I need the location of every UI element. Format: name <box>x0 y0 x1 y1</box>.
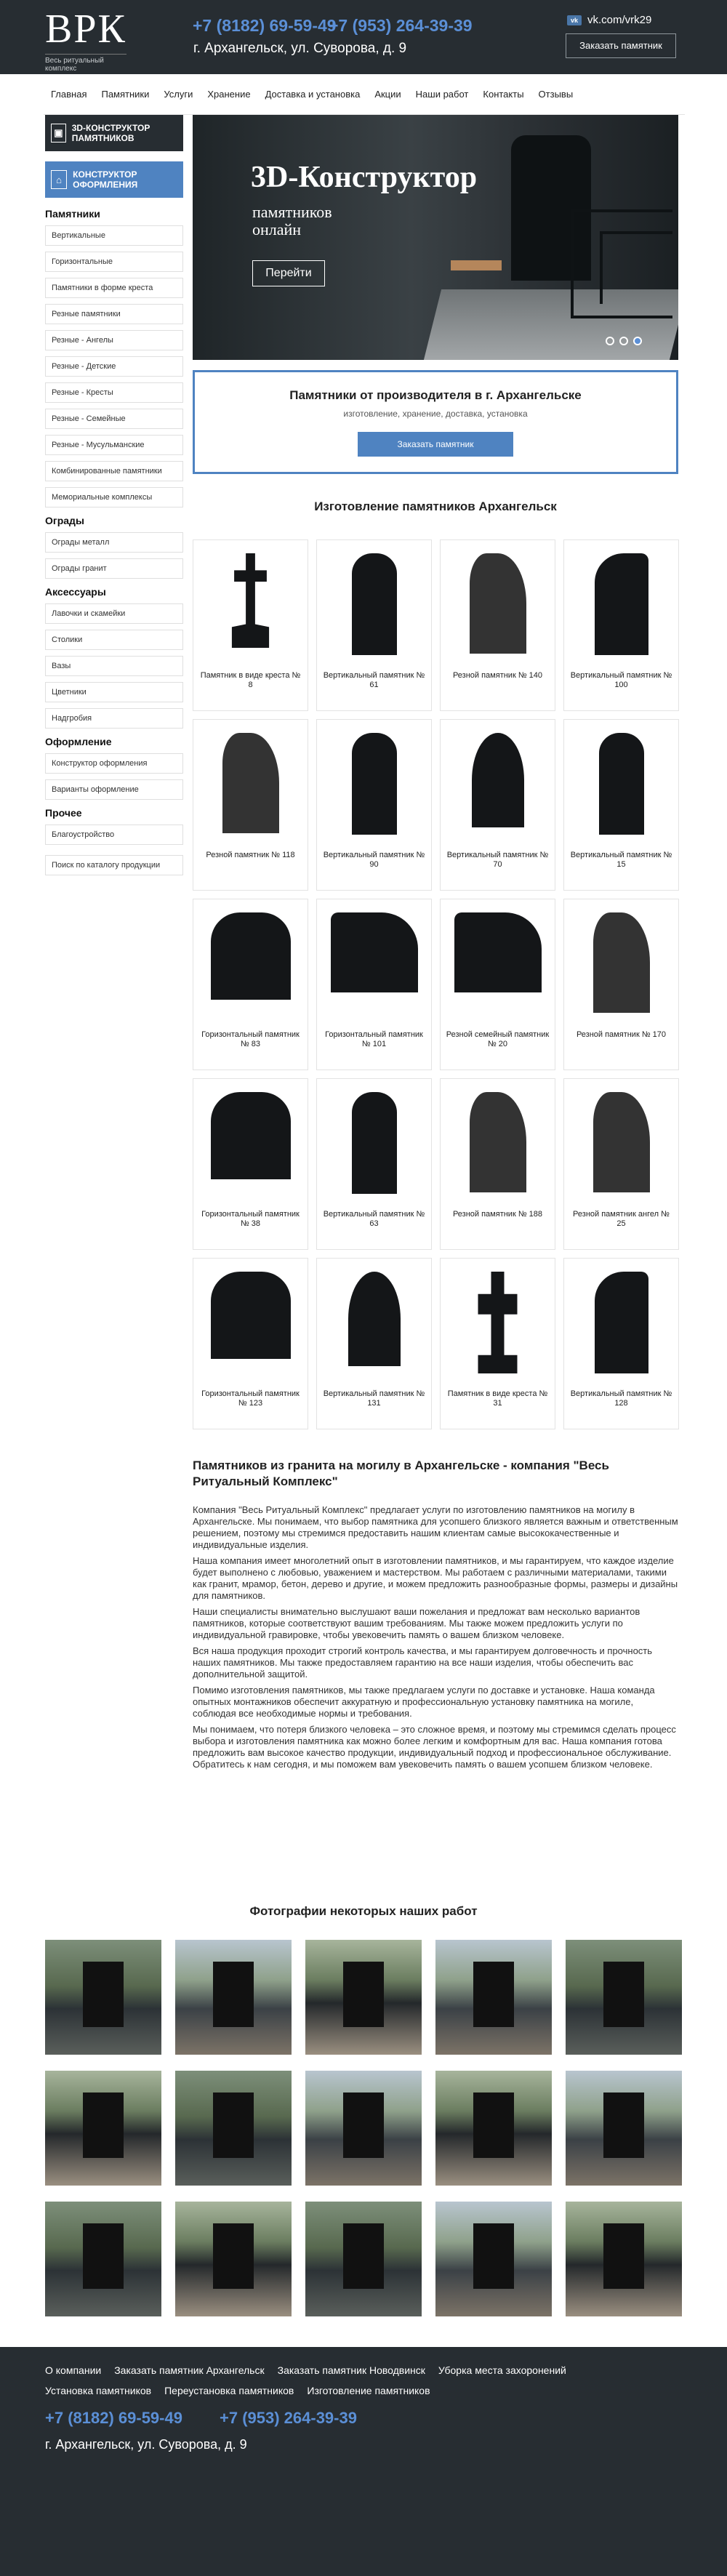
work-photo-monument <box>603 1962 644 2027</box>
design-constructor-label: КОНСТРУКТОР ОФОРМЛЕНИЯ <box>73 169 138 190</box>
footer-link-installation[interactable]: Установка памятников <box>45 2385 152 2396</box>
info-order-button[interactable]: Заказать памятник <box>358 432 513 457</box>
work-photo-monument <box>213 2093 254 2158</box>
product-name: Резной памятник № 118 <box>206 851 295 859</box>
3d-constructor-button[interactable] <box>45 115 183 151</box>
order-monument-button[interactable]: Заказать памятник <box>566 33 676 58</box>
banner-go-button[interactable]: Перейти <box>252 260 325 286</box>
catalog-search-input[interactable]: Поиск по каталогу продукции <box>45 855 183 875</box>
sidebar-item-tombstones[interactable]: Надгробия <box>45 708 183 729</box>
about-paragraph: Помимо изготовления памятников, мы также предлагаем услуги по доставке и установке. Наша команда опытных монтажников обеспечит аккуратную и профессиональную установку памятника на могиле, соблюдая все необходимые нормы и требования. <box>193 1685 655 1719</box>
catalog-grid <box>193 539 678 1429</box>
product-image <box>211 912 291 1000</box>
banner-fence-inner <box>600 231 672 304</box>
product-image <box>593 1092 650 1192</box>
vk-link-label: vk.com/vrk29 <box>587 14 652 26</box>
nav-item-services[interactable]: Услуги <box>164 88 193 100</box>
vk-icon: vk <box>567 15 582 25</box>
slider-dot-1[interactable] <box>606 337 614 345</box>
product-name: Вертикальный памятник № 61 <box>323 671 425 689</box>
info-box <box>193 370 678 474</box>
nav-item-storage[interactable]: Хранение <box>207 88 251 100</box>
sidebar-heading-monuments: Памятники <box>45 208 100 220</box>
product-image <box>352 553 397 655</box>
sidebar-item-landscaping[interactable]: Благоустройство <box>45 824 183 845</box>
footer-link-order-novodvinsk[interactable]: Заказать памятник Новодвинск <box>277 2364 425 2376</box>
product-image <box>470 1092 526 1192</box>
product-image <box>472 733 524 827</box>
work-photo[interactable] <box>566 1940 682 2055</box>
product-name: Горизонтальный памятник № 101 <box>325 1030 423 1048</box>
info-title: Памятники от производителя в г. Архангельске <box>289 388 582 402</box>
about-title: Памятников из гранита на могилу в Архангельске - компания "Весь Ритуальный Комплекс" <box>193 1458 609 1488</box>
product-card[interactable] <box>440 539 555 711</box>
work-photo-monument <box>83 2223 124 2289</box>
product-name: Вертикальный памятник № 70 <box>446 851 549 869</box>
work-photo[interactable] <box>305 2071 422 2186</box>
product-card[interactable] <box>316 539 432 711</box>
product-card[interactable] <box>193 1078 308 1250</box>
sidebar-item-vertical[interactable]: Вертикальные <box>45 225 183 246</box>
header-address: г. Архангельск, ул. Суворова, д. 9 <box>193 41 407 56</box>
sidebar-item-cross-shaped[interactable]: Памятники в форме креста <box>45 278 183 298</box>
sidebar-item-carved-angels[interactable]: Резные - Ангелы <box>45 330 183 350</box>
sidebar-item-carved-crosses[interactable]: Резные - Кресты <box>45 382 183 403</box>
3d-constructor-label: 3D-КОНСТРУКТОР ПАМЯТНИКОВ <box>71 123 150 143</box>
sidebar-item-carved-children[interactable]: Резные - Детские <box>45 356 183 377</box>
product-card[interactable] <box>440 1258 555 1429</box>
product-card[interactable] <box>563 719 679 891</box>
work-photo[interactable] <box>45 2202 161 2316</box>
product-image <box>476 1272 520 1373</box>
sidebar-heading-accessories: Аксессуары <box>45 586 106 598</box>
slider-dot-2[interactable] <box>619 337 628 345</box>
banner-subtitle <box>252 204 332 238</box>
work-photo[interactable] <box>45 1940 161 2055</box>
work-photo[interactable] <box>566 2202 682 2316</box>
about-paragraph: Мы понимаем, что потеря близкого человека – это сложное время, и поэтому мы стремимся сделать процесс выбора и изготовления памятника как можно более легким и комфортным для вас. Наша компания готова предложить вам высокое качество продукции, индивидуальный подход и профессиональное обслуживание. Обратитесь к нам сегодня, и мы поможем вам увековечить память о вашем усопшем близком человеке. <box>193 1724 676 1770</box>
product-card[interactable] <box>193 899 308 1070</box>
work-photo[interactable] <box>175 2071 292 2186</box>
work-photo-monument <box>213 1962 254 2027</box>
work-photo-monument <box>473 2093 514 2158</box>
slider-dot-3[interactable] <box>633 337 642 345</box>
work-photo-monument <box>83 1962 124 2027</box>
sidebar-item-carved-muslim[interactable]: Резные - Мусульманские <box>45 435 183 455</box>
nav-item-reviews[interactable]: Отзывы <box>538 88 574 100</box>
sidebar-heading-fences: Ограды <box>45 515 84 526</box>
product-image <box>331 912 418 992</box>
product-image <box>228 553 274 648</box>
footer-phone-1[interactable]: +7 (8182) 69-59-49 <box>45 2409 182 2427</box>
banner-bench <box>451 260 502 270</box>
work-photo-monument <box>473 1962 514 2027</box>
header-phone-2[interactable]: +7 (953) 264-39-39 <box>329 16 473 35</box>
product-card[interactable] <box>193 539 308 711</box>
sidebar-item-carved-family[interactable]: Резные - Семейные <box>45 409 183 429</box>
work-photo-monument <box>343 2093 384 2158</box>
product-name: Резной памятник № 140 <box>452 671 543 680</box>
product-image <box>595 553 648 655</box>
about-paragraph: Наши специалисты внимательно выслушают ваши пожелания и предложат вам несколько вариантов памятников, которые соответствуют вашим требованиям. Мы также можем предложить услуги по индивидуальной гравировке, чтобы увековечить память о вашем близком человеке. <box>193 1606 640 1640</box>
sidebar-item-design-variants[interactable]: Варианты оформление <box>45 779 183 800</box>
product-name: Вертикальный памятник № 63 <box>323 1210 425 1228</box>
product-name: Резной памятник № 170 <box>576 1030 667 1039</box>
product-image <box>352 733 397 835</box>
product-name: Вертикальный памятник № 90 <box>323 851 425 869</box>
sidebar-item-fences-metal[interactable]: Ограды металл <box>45 532 183 553</box>
product-name: Вертикальный памятник № 100 <box>570 671 672 689</box>
work-photo[interactable] <box>566 2071 682 2186</box>
about-paragraph: Наша компания имеет многолетний опыт в изготовлении памятников, и мы гарантируем, что каждое изделие будет выполнено с любовью, уважением и мастерством. Мы работаем с различными материалами, такими как гранит, мрамор, бетон, дерево и другие, и можем предложить разнообразные формы, размеры и дизайны для памятников. <box>193 1555 678 1601</box>
product-card[interactable] <box>440 719 555 891</box>
nav-item-contacts[interactable]: Контакты <box>483 88 524 100</box>
product-name: Резной памятник ангел № 25 <box>573 1210 670 1228</box>
sidebar-heading-design: Оформление <box>45 736 112 747</box>
banner-subtitle-line2: онлайн <box>252 220 302 238</box>
product-name: Горизонтальный памятник № 38 <box>201 1210 300 1228</box>
work-photo[interactable] <box>435 2202 552 2316</box>
product-name: Горизонтальный памятник № 123 <box>201 1389 300 1408</box>
footer-link-about[interactable]: О компании <box>45 2364 102 2376</box>
footer-link-manufacturing[interactable]: Изготовление памятников <box>307 2385 430 2396</box>
work-photo-monument <box>213 2223 254 2289</box>
footer-address: г. Архангельск, ул. Суворова, д. 9 <box>45 2437 247 2452</box>
header-phone-1[interactable]: +7 (8182) 69-59-49 <box>193 16 337 35</box>
product-card[interactable] <box>563 1078 679 1250</box>
nav-item-monuments[interactable]: Памятники <box>101 88 150 100</box>
footer-phone-2[interactable]: +7 (953) 264-39-39 <box>220 2409 357 2427</box>
about-paragraph: Вся наша продукция проходит строгий контроль качества, и мы гарантируем долговечность и прочность наших памятников. Мы также предоставляем гарантию на все наши изделия, чтобы обеспечить вас дополнительной защитой. <box>193 1645 653 1680</box>
footer-links <box>45 2364 685 2396</box>
work-photo[interactable] <box>45 2071 161 2186</box>
sidebar-item-fences-granite[interactable]: Ограды гранит <box>45 558 183 579</box>
sidebar-item-flowerbeds[interactable]: Цветники <box>45 682 183 702</box>
footer-link-reinstallation[interactable]: Переустановка памятников <box>164 2385 294 2396</box>
product-card[interactable] <box>316 719 432 891</box>
work-photo[interactable] <box>435 1940 552 2055</box>
logo-subtitle: Весь ритуальный комплекс <box>45 54 126 73</box>
product-name: Памятник в виде креста № 8 <box>200 671 301 689</box>
product-card[interactable] <box>563 1258 679 1429</box>
footer-link-order-arkhangelsk[interactable]: Заказать памятник Архангельск <box>114 2364 265 2376</box>
product-image <box>348 1272 401 1366</box>
photos-title: Фотографии некоторых наших работ <box>249 1904 478 1918</box>
info-subtitle: изготовление, хранение, доставка, установка <box>343 409 528 419</box>
work-photo-monument <box>343 2223 384 2289</box>
sidebar-item-benches[interactable]: Лавочки и скамейки <box>45 603 183 624</box>
product-card[interactable] <box>440 1078 555 1250</box>
photos-grid <box>45 1940 683 2316</box>
product-name: Горизонтальный памятник № 83 <box>201 1030 300 1048</box>
product-name: Резной семейный памятник № 20 <box>446 1030 550 1048</box>
slider-dots <box>606 337 642 345</box>
about-text <box>193 1458 678 1775</box>
sidebar-item-horizontal[interactable]: Горизонтальные <box>45 252 183 272</box>
product-image <box>211 1272 291 1359</box>
about-paragraph: Компания "Весь Ритуальный Комплекс" предлагает услуги по изготовлению памятников на могилу в Архангельске. Мы понимаем, что выбор памятника для усопшего близкого является важным и ответственным решением, поэтому мы стремимся предоставить нашим клиентам самые высококачественные и индивидуальные изделия. <box>193 1504 678 1550</box>
product-image <box>470 553 526 654</box>
work-photo-monument <box>343 1962 384 2027</box>
work-photo-monument <box>603 2093 644 2158</box>
nav-item-home[interactable]: Главная <box>51 88 87 100</box>
product-card[interactable] <box>440 899 555 1070</box>
work-photo-monument <box>603 2223 644 2289</box>
design-constructor-button[interactable] <box>45 161 183 198</box>
sidebar-item-carved[interactable]: Резные памятники <box>45 304 183 324</box>
monument-icon: ⌂ <box>51 170 67 189</box>
product-card[interactable] <box>316 1258 432 1429</box>
sidebar-item-tables[interactable]: Столики <box>45 630 183 650</box>
work-photo-monument <box>473 2223 514 2289</box>
work-photo[interactable] <box>175 1940 292 2055</box>
product-name: Вертикальный памятник № 131 <box>323 1389 425 1408</box>
product-card[interactable] <box>563 899 679 1070</box>
sidebar <box>45 115 183 881</box>
product-card[interactable] <box>316 899 432 1070</box>
work-photo[interactable] <box>305 2202 422 2316</box>
site-header <box>0 0 727 74</box>
sidebar-item-vases[interactable]: Вазы <box>45 656 183 676</box>
product-image <box>595 1272 648 1373</box>
product-name: Вертикальный памятник № 15 <box>570 851 672 869</box>
product-image <box>222 733 279 833</box>
logo[interactable]: ВРК <box>45 7 126 52</box>
product-image <box>352 1092 397 1194</box>
nav-item-promotions[interactable]: Акции <box>374 88 401 100</box>
work-photo[interactable] <box>175 2202 292 2316</box>
product-card[interactable] <box>193 1258 308 1429</box>
product-name: Вертикальный памятник № 128 <box>570 1389 672 1408</box>
site-footer <box>0 2347 727 2576</box>
product-image <box>211 1092 291 1179</box>
hero-banner[interactable] <box>193 115 678 360</box>
product-image <box>593 912 650 1013</box>
banner-title: 3D-Конструктор <box>251 161 478 194</box>
vk-link[interactable] <box>567 14 651 26</box>
catalog-title: Изготовление памятников Архангельск <box>314 499 557 513</box>
sidebar-heading-other: Прочее <box>45 807 82 819</box>
work-photo-monument <box>83 2093 124 2158</box>
product-card[interactable] <box>563 539 679 711</box>
sidebar-item-design-constructor[interactable]: Конструктор оформления <box>45 753 183 774</box>
main-nav <box>44 74 685 115</box>
product-name: Резной памятник № 188 <box>452 1210 543 1219</box>
product-image <box>599 733 644 835</box>
work-photo[interactable] <box>305 1940 422 2055</box>
product-image <box>454 912 542 992</box>
banner-subtitle-line1: памятников <box>252 203 332 221</box>
nav-item-delivery[interactable]: Доставка и установка <box>265 88 361 100</box>
cube-icon: ▣ <box>51 124 66 143</box>
work-photo[interactable] <box>435 2071 552 2186</box>
footer-link-grave-cleaning[interactable]: Уборка места захоронений <box>438 2364 566 2376</box>
product-card[interactable] <box>193 719 308 891</box>
product-name: Памятник в виде креста № 31 <box>447 1389 548 1408</box>
sidebar-item-combined[interactable]: Комбинированные памятники <box>45 461 183 481</box>
sidebar-item-memorial[interactable]: Мемориальные комплексы <box>45 487 183 507</box>
nav-item-our-works[interactable]: Наши работ <box>415 88 469 100</box>
product-card[interactable] <box>316 1078 432 1250</box>
